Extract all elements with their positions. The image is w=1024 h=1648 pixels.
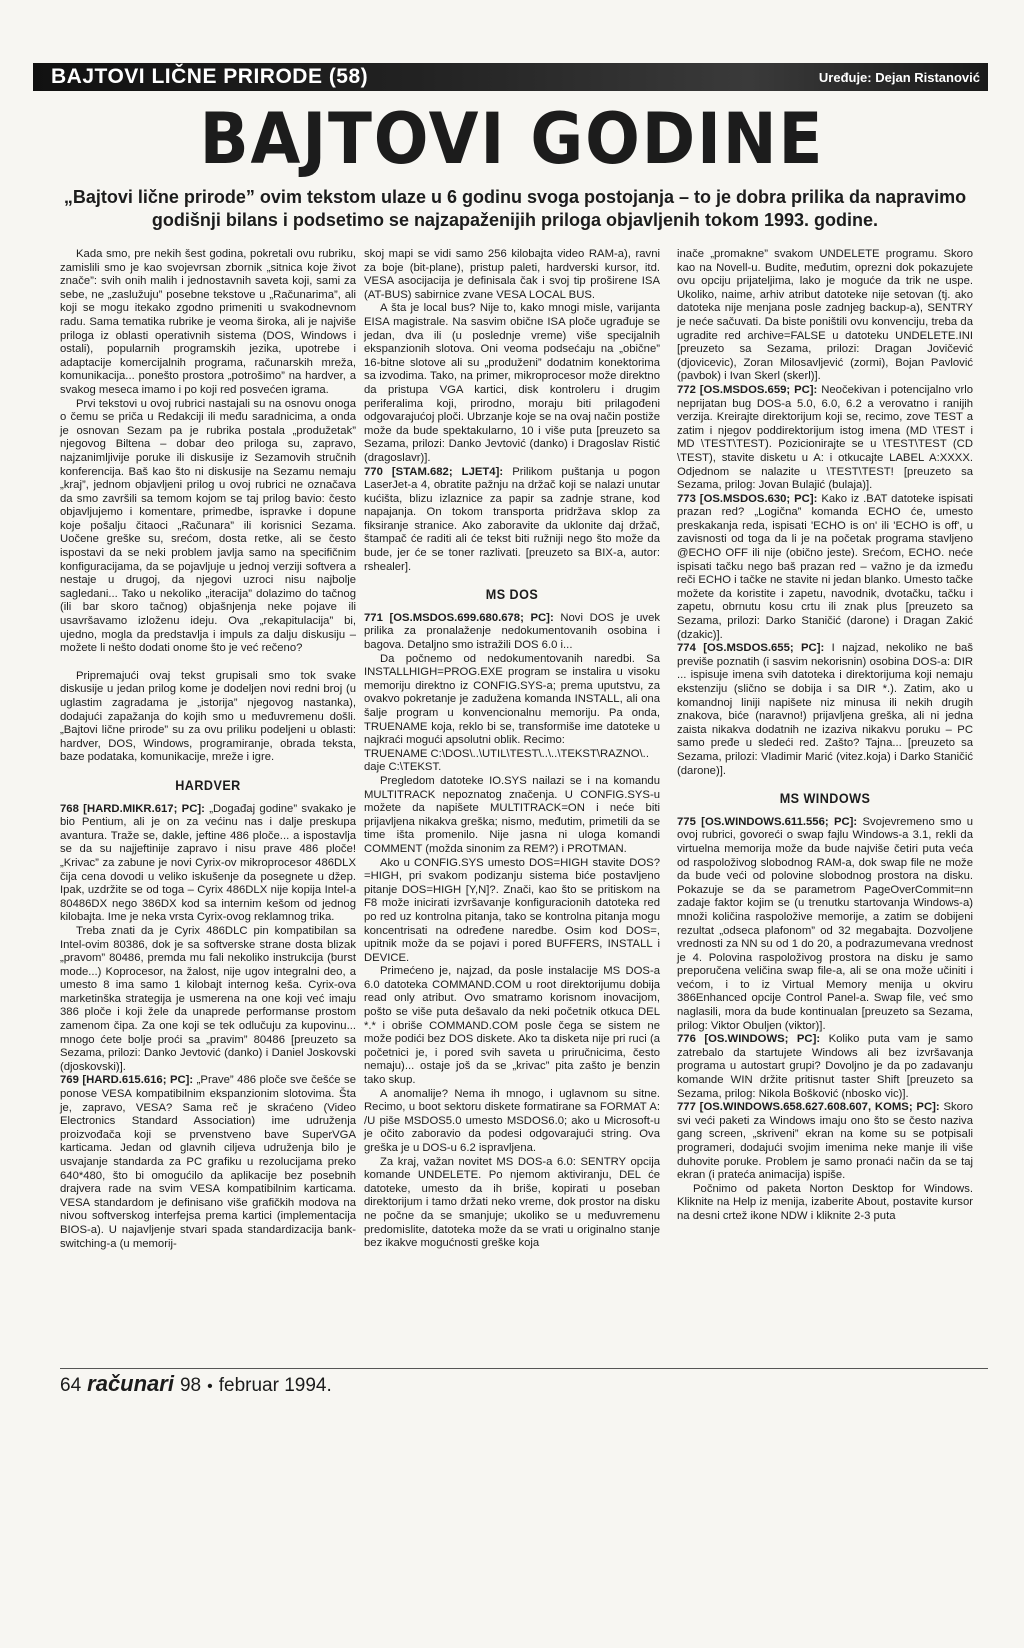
item-text: Kako iz .BAT datoteke ispisati prazan red? „Logična” komanda ECHO će, umesto preskakanja reda, ispisati 'ECHO is on' ili 'ECHO is off', u zavisnosti od toga da li je na početak programa stavljeno @ECHO OFF ili nije (obično jeste). Srećom, ECHO. neće ispisati tačku nego baš prazan red – važno je da između reči ECHO i tačke ne stavite ni jedan blanko. Umesto tačke možete da koristite i zapetu, navodnik, dvotačku, tačku i zapetu, obrnutu kosu crtu ili znak plus [preuzeto sa Sezama, prilozi: Darko Staničić (darone) i Dragan Zakić (dzakic)].: [677, 492, 974, 641]
text-column-2: [364, 248, 660, 1648]
item-ref: 774 [OS.MSDOS.655; PC]:: [677, 642, 825, 655]
item-772: [677, 384, 973, 493]
section-heading-msdos: MS DOS: [485, 586, 539, 603]
text-column-3: [677, 248, 973, 1648]
item-ref: 777 [OS.WINDOWS.658.627.608.607, KOMS; PC]:: [677, 1101, 940, 1114]
paragraph: Prvi tekstovi u ovoj rubrici nastajali su na osnovu onoga o čemu se priča u Redakciji ili među saradnicima, a onda je osnovan Sezam pa je rubrika postala „produžetak” njegovog Biltena – dobar deo priloga su, zapravo, najzanimljivije poruke ili diskusije iz Sezamovih stručnih konferencija. Baš kao što ni diskusije na Sezamu nemaju „kraj”, jednom objavljeni prilog u ovoj rubrici ne označava da smo završili sa temom kojom se taj prilog bavio: često objavljujemo i komentare, primedbe, ispravke i dopune koje pošalju čitaoci „Računara” ili korisnici Sezama. Uočene greške su, srećom, dosta retke, ali se često ispostavi da se neki problem javlja samo na specifičnim konfiguracijama, da se pojavljuje u jednoj verziji softvera a nestaje u drugoj, da njegovi uzroci nisu najbolje sagledani... Tako u nekoliko „iteracija” dolazimo do tačnog (ili bar skoro tačnog) objašnjenja neke pojave ili usavršavamo izloženu ideju. Ova „rekapitulacija” bi, ujedno, mogla da predstavlja i impuls za dalju diskusiju – možete li nešto dodati onome što je već rečeno?: [60, 397, 356, 655]
page-footer: [60, 1371, 332, 1397]
item-text: Svojevremeno smo u ovoj rubrici, govoreći o swap fajlu Windows-a 3.1, rekli da virtuelna memorija može da bude najviše četiri puta veća od raspoloživog slobodnog RAM-a, dok swap file ne može da bude veći od polovine slobodnog prostora na disku. Pokazuje se da se parametrom PageOverCommit=nn zadaje faktor kojim se (u trenutku startovanja Windows-a) množi količina raspoložive memorije, a zatim se dobijeni rezultat „odseca plafonom” od 32 megabajta. Dozvoljene vrednosti za NN su od 1 do 20, a podrazumevana vrednost je 4. Polovina raspoloživog prostora na disku je samo preporučena veličina swap file-a, ali se ona može učiniti i većom, i to iz Virtual Memory menija u okviru 386Enhanced opcije Control Panel-a. Swap file, već smo naglasili, mora da bude kontinualan [preuzeto sa Sezama, prilog: Viktor Obuljen (viktor)].: [677, 815, 974, 1032]
item-771: [364, 612, 660, 653]
item-768: [60, 803, 356, 925]
text-column-1: [60, 248, 356, 1648]
item-text: „Događaj godine” svakako je bio Pentium, ali je on za većinu nas i dalje preskupa avantura. Traže se, dakle, jeftine 486 ploče... a ispostavlja se da su najjeftinije zapravo i nisu prave 486 ploče! „Krivac” za zabune je novi Cyrix-ov mikroprocesor 486DLX čija cena dovodi u veliko iskušenje da posegnete u džep. Ipak, uzdržite se od toga – Cyrix 486DLX nije kopija Intel-a 80486DX nego 386DX kod sa internim kešom od jednog kilobajta. Ime je neka vrsta Cyrix-ovog reklamnog trika.: [60, 802, 357, 924]
item-ref: 771 [OS.MSDOS.699.680.678; PC]:: [364, 611, 554, 624]
code-line: TRUENAME C:\DOS\..\UTIL\TEST\..\..\TEKST\RAZNO\..: [364, 747, 649, 760]
paragraph: Kada smo, pre nekih šest godina, pokretali ovu rubriku, zamislili smo je kao svojevrsan zbornik „sitnica koje život znače”: svih onih malih i jednostavnih saveta koji, sami za sebe, ne „zaslužuju” posebne tekstove u „Računarima”, ali koji se mogu itekako zgodno primeniti u svakodnevnom radu. Sama tematika rubrike je veoma široka, ali je najviše priloga iz oblasti operativnih sistema (DOS, Windows i ostali), popularnih programskih jezika, upotrebe i adaptacije komercijalnih programa, računarskih mreža, komunikacija... ponešto prostora „potrošimo” na hardver, a svakog meseca imamo i po koji red posvećen igrama.: [60, 248, 356, 396]
item-769: [60, 1074, 356, 1251]
item-text: Prilikom puštanja u pogon LaserJet-a 4, obratite pažnju na držač koji se nalazi unutar kućišta, blizu izlaznice za papir sa zadnje strane, kod napajanja. On tokom transporta pridržava sklop za fiksiranje stranice. Ako zaboravite da uklonite daj držač, štampač će raditi ali će tekst biti ružniji nego što može da bude, jer će se toner razlivati. [preuzeto sa BIX-a, autor: rshealer].: [364, 465, 660, 573]
section-heading-hardver: HARDVER: [175, 776, 241, 793]
paragraph: Da počnemo od nedokumentovanih naredbi. Sa INSTALLHIGH=PROG.EXE program se instalira u visoku memoriju direktno iz CONFIG.SYS-a; prema uputstvu, za ovakvo pokretanje je zadužena komanda INSTALL, ali ona šalje program u konvencionalnu memoriju. Pa onda, TRUENAME koja, reklo bi se, transformiše ime datoteke u najkraći mogući apsolutni oblik. Recimo:: [364, 652, 660, 747]
page-number: 64: [60, 1375, 82, 1396]
item-text: I najzad, nekoliko ne baš previše poznatih (i sasvim nekorisnin) osobina DOS-a: DIR ... ispisuje imena svih datoteka i direktorijuma koji nemaju ekstenziju (slično se dobija i sa DIR *.). Zatim, ako u komandnoj liniji napišete niz minusa ili nekih drugih znakova, biće (naravno!) prijavljena greška, ali ni jedna zaista nikakva dodatnih ne izaziva nikakvu poruku – PC samo pređe u sledeći red. Zašto? Tajna... [preuzeto sa Sezama, prilozi: Vladimir Marić (vitez.koja) i Darko Staničić (darone)].: [677, 642, 973, 777]
item-ref: 776 [OS.WINDOWS; PC]:: [677, 1033, 821, 1046]
article-lead: „Bajtovi lične prirode” ovim tekstom ulaze u 6 godinu svoga postojanja – to je dobra prilika da napravimo godišnji bilans i podsetimo se najzapaženijih priloga objavljenih tokom 1993. godine.: [63, 187, 967, 230]
item-773: [677, 493, 973, 643]
item-text: Skoro svi veći paketi za Windows imaju ono što se često naziva gang screen, „skriveni” ekran na kome su se potpisali programeri, dodajući svojim imenima neke manje ili više duhovite poruke. Problem je samo pronaći način da se taj ekran (i prateća animacija) ispiše.: [677, 1101, 974, 1182]
item-text: „Prave” 486 ploče sve češće se ponose VESA kompatibilnim ekspanzionim slotovima. Šta je, zapravo, VESA? Sama reč je skraćeno (Video Electronics Standard Association) ime udruženja proizvođača koji se prvenstveno bave SuperVGA karticama. Jedan od glavnih ciljeva udruženja bilo je usvajanje standarda za PC grafiku u rezolucijama preko 640*480, što bi omogućilo da aplikacije bez posebnih drajvera rade na svim VESA kompatibilnim karticama. VESA standardom je definisano više grafičkih modova na nivou softverskog interfejsa prema kartici (implementacija BIOS-a). U najavljenje stvari spada standardizacija bank-switching-a (u memorij-: [60, 1074, 356, 1250]
item-ref: 769 [HARD.615.616; PC]:: [60, 1074, 194, 1087]
paragraph: Ako u CONFIG.SYS umesto DOS=HIGH stavite DOS?=HIGH, pri svakom podizanju sistema biće postavljeno pitanje DOS=HIGH [Y,N]?. Znači, kao što se pritiskom na F8 može inicirati izvršavanje konfiguracionih datoteka red po red uz kontrolna pitanja, tako se kontrolna pitanja mogu koncentrisati na određene naredbe. Osim kod DOS=, upitnik može da se pojavi i pored BUFFERS, INSTALL i DEVICE.: [364, 856, 660, 964]
item-774: [677, 642, 973, 778]
item-text: Koliko puta vam je samo zatrebalo da startujete Windows ali bez izvršavanja programa u autostart grupi? Dovoljno je da po zadavanju komande WIN držite pritisnut taster Shift [preuzeto sa Sezama, prilog: Nikola Bošković (nbosko vic)].: [677, 1033, 974, 1100]
code-line: daje C:\TEKST.: [364, 761, 442, 774]
item-text: Novi DOS je uvek prilika za pronalaženje nedokumentovanih osobina i bagova. Detaljno smo istražili DOS 6.0 i...: [364, 611, 661, 652]
item-775: [677, 816, 973, 1034]
item-ref: 773 [OS.MSDOS.630; PC]:: [677, 492, 818, 505]
bullet-separator: •: [207, 1378, 213, 1395]
paragraph: skoj mapi se vidi samo 256 kilobajta video RAM-a), ravni za boje (bit-plane), pristup paleti, hardverski kursor, itd. VESA asocijacija je definisala čak i svoj tip proširene ISA (AT-BUS) sabirnice zvane VESA LOCAL BUS.: [364, 248, 660, 301]
paragraph: A šta je local bus? Nije to, kako mnogi misle, varijanta EISA magistrale. Na sasvim obične ISA ploče ugrađuje se jedan, dva ili (u poslednje vreme) više specijalnih ekspanzionih slotova. Oni veoma podsećaju na „obične” 16-bitne slotove ali su „produženi” dodatnim konektorima sa izvodima. Tako, na primer, mikroprocesor može direktno da pristupa VGA kartici, disk kontroleru i drugim periferalima koji, prirodno, moraju biti prilagođeni odgovarajućoj ploči. Ubrzanje koje se na ovaj način postiže može da bude spektakularno, 10 i više puta [preuzeto sa Sezama, prilozi: Danko Jevtović (danko) i Dragoslav Ristić (dragoslavr)].: [364, 302, 660, 464]
section-heading-windows: MS WINDOWS: [779, 790, 871, 807]
issue-date: februar 1994.: [218, 1375, 332, 1396]
series-title: BAJTOVI LIČNE PRIRODE (58): [51, 65, 369, 88]
paragraph: Za kraj, važan novitet MS DOS-a 6.0: SENTRY opcija komande UNDELETE. Po njemom aktiviranju, DEL će datoteke, umesto da ih briše, kopirati u poseban direktorijum i tamo držati neko vreme, dok prostor na disku ne počne da se smanjuje; ukoliko se u međuvremenu predomislite, datoteka može da se vrati u originalno stanje bez ikakve mogućnosti greške koja: [364, 1155, 660, 1250]
item-777: [677, 1101, 973, 1183]
series-header-bar: [33, 63, 988, 91]
item-ref: 772 [OS.MSDOS.659; PC]:: [677, 383, 818, 396]
footer-rule: [60, 1368, 988, 1369]
editor-credit: Uređuje: Dejan Ristanović: [818, 69, 980, 85]
paragraph: Pripremajući ovaj tekst grupisali smo tok svake diskusije u jedan prilog kome je dodeljen novi redni broj (u uglastim zagradama je „istorija” njegovog nastanka), dodajući zapažanja do kojih smo u međuvremenu došli. „Bajtovi lične prirode” su za ovu priliku podeljeni u oblasti: hardver, DOS, Windows, programiranje, obrada teksta, baze podataka, komunikacije, mreže i igre.: [60, 669, 356, 764]
magazine-logo: računari: [87, 1371, 174, 1396]
item-ref: 768 [HARD.MIKR.617; PC]:: [60, 802, 205, 815]
article-title: BAJTOVI GODINE: [199, 98, 825, 180]
issue-number: 98: [179, 1375, 202, 1396]
paragraph: A anomalije? Nema ih mnogo, i uglavnom su sitne. Recimo, u boot sektoru diskete formatirane sa FORMAT A: /U piše MSDOS5.0 umesto MSDOS6.0; ako u Microsoft-u je očito zaboravio da podesi odgovarajući string. Ova greška je u DOS-u 6.2 ispravljena.: [364, 1087, 660, 1154]
item-776: [677, 1033, 973, 1101]
paragraph: Primećeno je, najzad, da posle instalacije MS DOS-a 6.0 datoteka COMMAND.COM u root direktorijumu dobija read only atribut. Ovo smatramo korisnom inovacijom, pošto se više puta dešavalo da neki početnik otkuca DEL *.* i obriše COMMAND.COM posle čega se sistem ne može podići bez DOS diskete. Ako ta disketa nije pri ruci (a početnici je, i pored svih saveta u priručnicima, često nemaju)... ostaje još da se „krivac” pita zašto je benzin tako skup.: [364, 965, 660, 1087]
paragraph: inače „promakne” svakom UNDELETE programu. Skoro kao na Novell-u. Budite, međutim, oprezni dok pokazujete ovu opciju prijateljima, lako je moguće da trik ne uspe. Ukoliko, naime, arhiv atribut datoteke nije setovan (tj. ako datoteka nije menjana posle zadnjeg backup-a), SENTRY je neće sačuvati. Da biste poništili ovu konvenciju, treba da ugradite red archive=FALSE u datoteku UNDELETE.INI [preuzeto sa Sezama, prilozi: Dragan Jovičević (djovicevic), Zoran Milosavljević (zormi), Bojan Pavlović (pavbok) i Ivan Skerl (skerl)].: [677, 248, 973, 383]
item-ref: 775 [OS.WINDOWS.611.556; PC]:: [677, 815, 858, 828]
paragraph: Pregledom datoteke IO.SYS nailazi se i na komandu MULTITRACK nepoznatog značenja. U CONFIG.SYS-u možete da napišete MULTITRACK=ON i neće biti prijavljena nikakva greška; nismo, međutim, primetili da se time išta promenilo. Nije jasna ni uloga komandi COMMENT (možda sinonim za REM?) i PROTMAN.: [364, 774, 660, 855]
paragraph: Počnimo od paketa Norton Desktop for Windows. Kliknite na Help iz menija, izaberite About, postavite kursor na desni crtež ikone NDW i kliknite 2-3 puta: [677, 1182, 973, 1222]
paragraph: Treba znati da je Cyrix 486DLC pin kompatibilan sa Intel-ovim 80386, dok je sa softverske strane dosta blizak „pravom” 80486, premda mu fali nekoliko instrukcija (burst mode...) Koprocesor, na žalost, nije ugov integralni deo, a umesto 8 ima samo 1 kilobajt internog keša. Cyrix-ova marketinška strategija je usmerena na one koji već imaju 386 ploče i koji žele da unaprede performanse prostom zamenom čipa. Za one koji se tek odlučuju za kupovinu... mnogo ćete bolje proći sa „pravim” 80486 [preuzeto sa Sezama, prilozi: Danko Jevtović (danko) i Daniel Joskovski (djoskovski)].: [60, 924, 356, 1073]
item-770: [364, 466, 660, 575]
item-text: Neočekivan i potencijalno vrlo neprijatan bug DOS-a 5.0, 6.0, 6.2 a verovatno i ranijih verzija. Kreirajte direktorijum koji se, recimo, zove TEST a zatim i njegov poddirektorijum istog imena (MD \TEST i MD \TEST\TEST). Pozicionirajte se u \TEST\TEST (CD \TEST), stavite disketu u A: i otkucajte LABEL A:XXXX. Odjednom se nalazite u \TEST\TEST! [preuzeto sa Sezama, prilog: Jovan Bulajić (bulaja)].: [677, 383, 973, 492]
item-ref: 770 [STAM.682; LJET4]:: [364, 465, 504, 478]
